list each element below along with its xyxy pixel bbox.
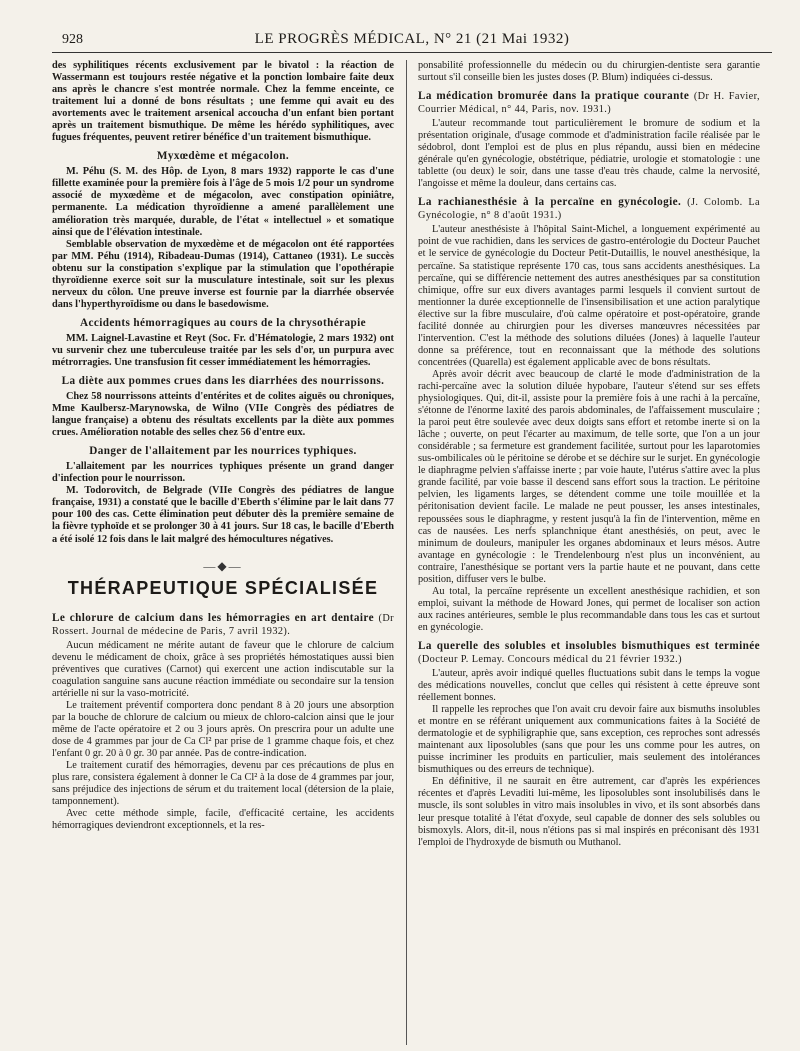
paragraph: M. Péhu (S. M. des Hôp. de Lyon, 8 mars 1932) rapporte le cas d'une fillette examinée pour la première fois à l'âge de 5 mois 1/2 pour un syndrome associé de myxœdème et de mégacolon, avec constipation opiniâtre, permanente. La médication thyroïdienne a amené parallèlement une amélioration très marquée, durable, de l'état « intellectuel » et somatique ainsi que de l'élévation intestinale. [52,166,394,238]
running-title: LE PROGRÈS MÉDICAL, N° 21 (21 Mai 1932) [254,31,570,47]
paragraph: MM. Laignel-Lavastine et Reyt (Soc. Fr. d'Hématologie, 2 mars 1932) ont vu survenir chez une tuberculeuse traitée par les sels d'or, un purpura avec métrorragies. Une transfusion fit cesser immédiatement les hémorragies. [52,332,394,368]
article-source: (Docteur P. Lemay. Concours médical du 21 février 1932.) [418,653,682,665]
paragraph: En définitive, il ne saurait en être autrement, car d'après les expériences récentes et d'après Levaditi lui-même, les liposolubles sont insolubilisés dans le muscle, ils sont solubles in vitro mais insolubles in vivo, et ils sont absorbés dans leur presque totalité à l'état d'oxyde, seul capable de donner des sels solubles ou bismoxyls. Alors, dit-il, nous n'étions pas si mal inspirés en préconisant dès 1931 l'emploi de l'hydroxyde de bismuth ou Muthanol. [418,776,760,848]
article-heading: La diète aux pommes crues dans les diarrhées des nourrissons. [61,375,385,388]
paragraph: Chez 58 nourrissons atteints d'entérites et de colites aiguës ou chroniques, Mme Kaulbersz-Marynowska, de Wilno (VIIe Congrès des pédiatres de langue française) a obtenu des résultats excellents par la diète aux pommes crues. Amélioration notable des selles chez 56 d'entre eux. [52,391,394,439]
article-heading: Danger de l'allaitement par les nourrices typhiques. [89,445,357,458]
paragraph: Le traitement préventif comportera donc pendant 8 à 20 jours une absorption par la bouche de chlorure de calcium ou mieux de chloro-calcion ainsi que le jour même de l'acte opératoire et 2 ou 3 jours après. On prescrira pour un adulte une dose de 4 grammes par jour de Ca Cl² par prise de 1 gramme chaque fois, et chez l'enfant 0 gr. 20 à 0 gr. 30 par année. Pas de contre-indication. [52,699,394,760]
ornament-divider: —◆— [203,558,243,573]
paragraph: Au total, la percaïne représente un excellent anesthésique rachidien, et son emploi, suivant la méthode de Howard Jones, qui permet de localiser son action aux racines antérieures, semble le plus recommandable dans tous les cas et surtout en gynécologie. [418,585,760,633]
paragraph: L'auteur anesthésiste à l'hôpital Saint-Michel, a longuement expérimenté au point de vue rachidien, dans les services de gastro-entérologie du Docteur Pauchet et le service de gynécologie du Docteur Petit-Dutaillis, le nouvel anesthésique, la percaïne. Sa statistique représente 170 cas, tous sans accidents anesthésiques. La percaïne, qui se différencie nettement des autres anesthésiques par sa constitution chimique, offre sur eux divers avantages parmi lesquels il convient surtout de mentionner la durée exceptionnelle de l'insensibilisation et une action paralytique élective sur la fibre musculaire, d'où calme opératoire et post-opératoire, grande facilité donnée au chirurgien pour les diverses manœuvres nécessitées par l'intervention. C'est la méthode des solutions diluées (Jones) à laquelle l'auteur donne sa préférence, tout en reconnaissant que la méthode des solutions concentrées (Quarella) est également applicable avec de bons résultats. [418,224,760,368]
article-source: (Dr H. Favier, Courrier Médical, n° 44, Paris, nov. 1931.) [418,91,760,116]
page-header [52,30,772,53]
left-column [52,60,394,1045]
paragraph: L'allaitement par les nourrices typhiques présente un grand danger d'infection pour le nourrisson. [52,461,394,485]
article-heading [52,612,394,638]
article-heading [418,90,760,116]
paragraph: Aucun médicament ne mérite autant de faveur que le chlorure de calcium devenu le médicament de choix, grâce à ses propriétés hémostatiques aussi bien préventives que curatives (Carnot) qui exercent une action indiscutable sur la coagulation sanguine sans aucune réaction immédiate ou secondaire sur la tension artérielle ni sur la vaso-motricité. [52,639,394,699]
paragraph: Le traitement curatif des hémorragies, devenu par ces précautions de plus en plus rare, consistera également à donner le Ca Cl² à la dose de 4 grammes par jour, sans préjudice des injections de sérum et du traitement local (détersion de la plaie, tamponnement). [52,760,394,808]
paragraph: Avec cette méthode simple, facile, d'efficacité certaine, les accidents hémorragiques deviendront exceptionnels, et la res- [52,808,394,832]
paragraph: Après avoir décrit avec beaucoup de clarté le mode d'administration de la rachi-percaïne avec la solution diluée hypobare, l'auteur s'étend sur ses effets physiologiques. Qui, dit-il, assiste pour la première fois à une rachi à la percaïne, s'étonne de l'énorme laxité des parois abdominales, de l'affaissement musculaire ; la paroi peut être soulevée avec deux doigts sans effort et retombe inerte si on la lâche ; ouverte, on peut l'écarter au maximum, de telle sorte, que l'on a un jour considérable ; sa fermeture est grandement facilitée, surtout pour les laparotomies sus-ombilicales où le péritoine se dérobe et se déchire sur le surjet. En gynécologie le diaphragme pelvien s'affaisse inerte ; par voie haute, l'utérus s'attire avec la plus grande facilité, par voie basse il descend sans effort sous la traction. Le péritoine pelvien, les ligaments larges, se détendent comme une toile mouillée et la péritonisation devient facile. Le malade ne peut pousser, les anses intestinales, repoussées sous le diaphragme, y restent jusqu'à la fin de l'intervention, même en cas de nausées. Les nerfs splanchnique étant anesthésiés, on peut, avec le minimum de douleurs, manipuler les organes abdominaux et leurs mésos. Autre avantage en gynécologie : le Trendelenbourg n'est plus un inconvénient, au contraire, l'anesthésique se portant vers la partie haute et ne pouvant, dans cette position, diffuser vers le bulbe. [418,368,760,585]
paragraph: Il rappelle les reproches que l'on avait cru devoir faire aux bismuths insolubles et montre en se référant uniquement aux communications faites à la Société de dermatologie et de syphiligraphie que, sans exception, ces reproches sont adressés maintenant aux liposolubles (sans que pour les uns comme pour les autres, on puisse incriminer les produits en particulier, mais seulement des intolérances bismuthiques ou des erreurs de technique). [418,704,760,776]
paragraph: L'auteur, après avoir indiqué quelles fluctuations subit dans le temps la vogue des médications nouvelles, conclut que celles qui résistent à cette épreuve sont réellement bonnes. [418,667,760,704]
paragraph: M. Todorovitch, de Belgrade (VIIe Congrès des pédiatres de langue française, 1931) a constaté que le bacille d'Eberth s'élimine par le lait dans 77 pour 100 des cas. Cette élimination peut débuter dès la première semaine de la fièvre typhoïde et se prolonger 30 à 41 jours. Sur 18 cas, le bacille d'Eberth a été isolé 12 fois dans le lait malgré des hémocultures négatives. [52,485,394,545]
article-heading [418,640,760,666]
paragraph: L'auteur recommande tout particulièrement le bromure de sodium et la présentation originale, d'usage commode et d'administration facile réalisée par le sédobrol, dont l'emploi est de plus en plus répandu, aussi bien en médecine générale qu'en gynécologie, obstétrique, pédiatrie, urologie et stomatologie : une tablette (ou deux) le soir, dans une tasse d'eau très chaude, calme la nervosité, l'angoisse et même la douleur, dans certains cas. [418,118,760,190]
section-title: THÉRAPEUTIQUE SPÉCIALISÉE [67,577,379,598]
paragraph: ponsabilité professionnelle du médecin ou du chirurgien-dentiste sera garantie surtout s'il conseille bien les justes doses (P. Blum) indiquées ci-dessus. [418,60,760,84]
article-heading: Accidents hémorragiques au cours de la chrysothérapie [80,316,366,329]
article-title: La rachianesthésie à la percaïne en gynécologie. [418,196,682,209]
article-source: (Dr Rossert. Journal de médecine de Paris, 7 avril 1932). [52,612,394,637]
paragraph: des syphilitiques récents exclusivement par le bivatol : la réaction de Wassermann est toujours restée négative et la ponction lombaire faite deux ans après le chancre s'est montrée normale. Chez la femme enceinte, ce traitement lui a donné de bons résultats ; une femme qui avait eu des avortements avec le traitement arsenical accoucha d'un enfant bien portant après un traitement bismuthique. De même les hérédo syphilitiques, avec fugues fréquentes, peuvent retirer bénéfice d'un traitement bismuthique. [52,60,394,144]
article-heading [418,196,760,222]
article-title: La médication bromurée dans la pratique courante [418,90,690,103]
article-source: (J. Colomb. La Gynécologie, n° 8 d'août 1931.) [418,197,760,222]
page-number: 928 [62,32,83,47]
article-heading: Myxœdème et mégacolon. [156,150,290,163]
paragraph: Semblable observation de myxœdème et de mégacolon ont été rapportées par MM. Péhu (1914), Ribadeau-Dumas (1914), Cattaneo (1931). Le succès obtenu sur la constipation s'explique par la stimulation que l'opothérapie thyroïdienne exerce soit sur la musculature intestinale, soit sur les plexus nerveux du côlon. Une preuve inverse est fournie par la diarrhée observée dans l'hyperthyroïdisme ou dans le basedowisme. [52,238,394,310]
right-column [418,60,760,1045]
column-divider [406,60,407,1045]
article-title: La querelle des solubles et insolubles bismuthiques est terminée [418,639,760,652]
article-title: Le chlorure de calcium dans les hémorragies en art dentaire [52,611,374,624]
